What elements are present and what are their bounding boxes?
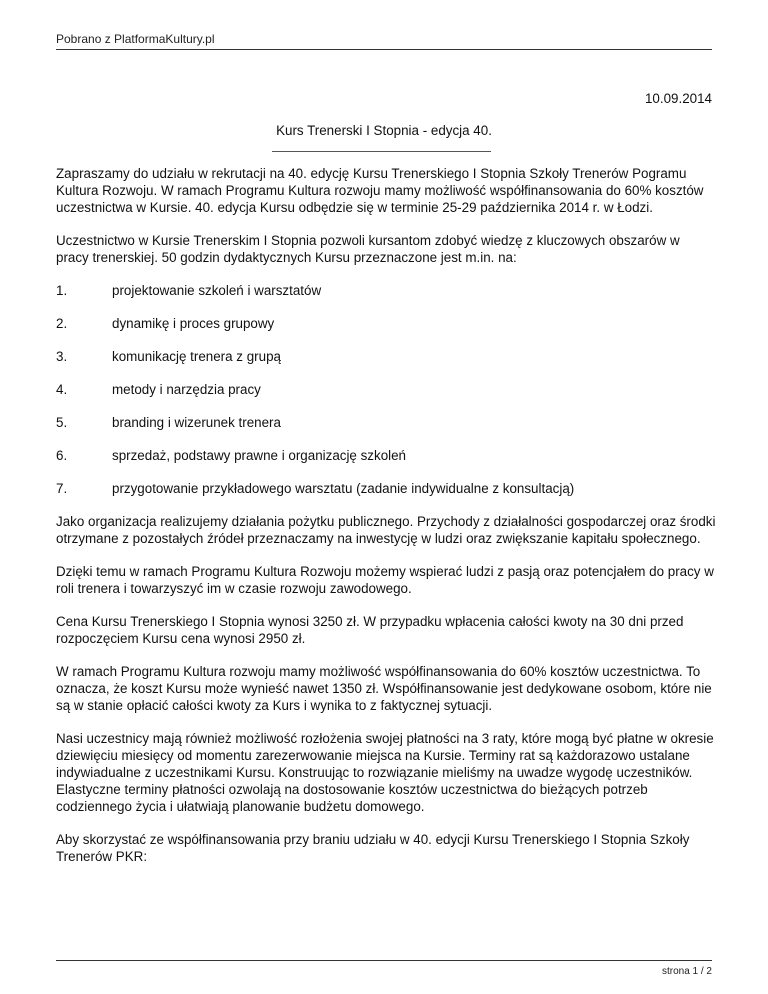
lead-paragraph: Uczestnictwo w Kursie Trenerskim I Stopnia pozwoli kursantom zdobyć wiedzę z kluczowych obszarów w pracy trenerskiej. 50 godzin dydaktycznych Kursu przeznaczone jest m.in. na:	[56, 233, 680, 265]
list-item-text: przygotowanie przykładowego warsztatu (zadanie indywidualne z konsultacją)	[112, 481, 575, 496]
list-item-text: branding i wizerunek trenera	[112, 415, 281, 430]
paragraph-cofinancing: W ramach Programu Kultura rozwoju mamy możliwość współfinansowania do 60% kosztów uczestnictwa. To oznacza, że koszt Kursu może wynieść nawet 1350 zł. Współfinansowanie jest dedykowane osobom, które nie są w stanie opłacić całości kwoty za Kurs i wynika to z faktycznej sytuacji.	[56, 664, 712, 713]
list-item	[56, 282, 716, 299]
title-underline	[272, 151, 491, 152]
paragraph-how-to-apply: Aby skorzystać ze współfinansowania przy braniu udziału w 40. edycji Kursu Trenerskiego I Stopnia Szkoły Trenerów PKR:	[56, 832, 690, 864]
list-item-text: projektowanie szkoleń i warsztatów	[112, 283, 322, 298]
list-item-number: 6.	[56, 448, 68, 463]
list-item-text: dynamikę i proces grupowy	[112, 316, 275, 331]
list-item	[56, 414, 716, 431]
paragraph-public-benefit: Jako organizacja realizujemy działania pożytku publicznego. Przychody z działalności gospodarczej oraz środki otrzymane z pozostałych źródeł przeznaczamy na inwestycję w ludzi oraz zwiększanie kapitału społecznego.	[56, 514, 716, 546]
footer-divider	[56, 960, 712, 961]
paragraph-support: Dzięki temu w ramach Programu Kultura Rozwoju możemy wspierać ludzi z pasją oraz potencjałem do pracy w roli trenera i towarzyszyć im w czasie rozwoju zawodowego.	[56, 564, 714, 596]
list-item-number: 3.	[56, 349, 68, 364]
list-item-number: 1.	[56, 283, 68, 298]
download-source-header: Pobrano z PlatformaKultury.pl	[56, 32, 215, 46]
list-item-text: metody i narzędzia pracy	[112, 382, 261, 397]
header-divider	[56, 49, 712, 50]
intro-paragraph: Zapraszamy do udziału w rekrutacji na 40. edycję Kursu Trenerskiego I Stopnia Szkoły Trenerów Pogramu Kultura Rozwoju. W ramach Programu Kultura rozwoju mamy możliwość współfinansowania do 60% kosztów uczestnictwa w Kursie. 40. edycja Kursu odbędzie się w terminie 25-29 października 2014 r. w Łodzi.	[56, 166, 704, 215]
list-item	[56, 381, 716, 398]
page-number: strona 1 / 2	[661, 966, 712, 977]
list-item	[56, 447, 716, 464]
document-date: 10.09.2014	[644, 91, 712, 106]
list-item-number: 4.	[56, 382, 68, 397]
list-item-number: 5.	[56, 415, 68, 430]
list-item-number: 2.	[56, 316, 68, 331]
list-item	[56, 348, 716, 365]
list-item-text: komunikację trenera z grupą	[112, 349, 281, 364]
list-item-number: 7.	[56, 481, 68, 496]
paragraph-price: Cena Kursu Trenerskiego I Stopnia wynosi 3250 zł. W przypadku wpłacenia całości kwoty na 30 dni przed rozpoczęciem Kursu cena wynosi 2950 zł.	[56, 614, 684, 646]
document-title: Kurs Trenerski I Stopnia - edycja 40.	[276, 123, 492, 138]
paragraph-installments: Nasi uczestnicy mają również możliwość rozłożenia swojej płatności na 3 raty, które mogą być płatne w okresie dziewięciu miesięcy od momentu zarezerwowanie miejsca na Kursie. Terminy rat są każdorazowo ustalane indywiadualne z uczestnikami Kursu. Konstruując to rozwiązanie mieliśmy na uwadze wygodę uczestników. Elastyczne terminy płatności ozwolają na dostosowanie kosztów uczestnictwa do bieżących potrzeb codziennego życia i ułatwiają planowanie budżetu domowego.	[56, 731, 714, 814]
list-item	[56, 480, 716, 497]
list-item	[56, 315, 716, 332]
list-item-text: sprzedaż, podstawy prawne i organizację szkoleń	[112, 448, 407, 463]
document-body	[56, 165, 716, 881]
